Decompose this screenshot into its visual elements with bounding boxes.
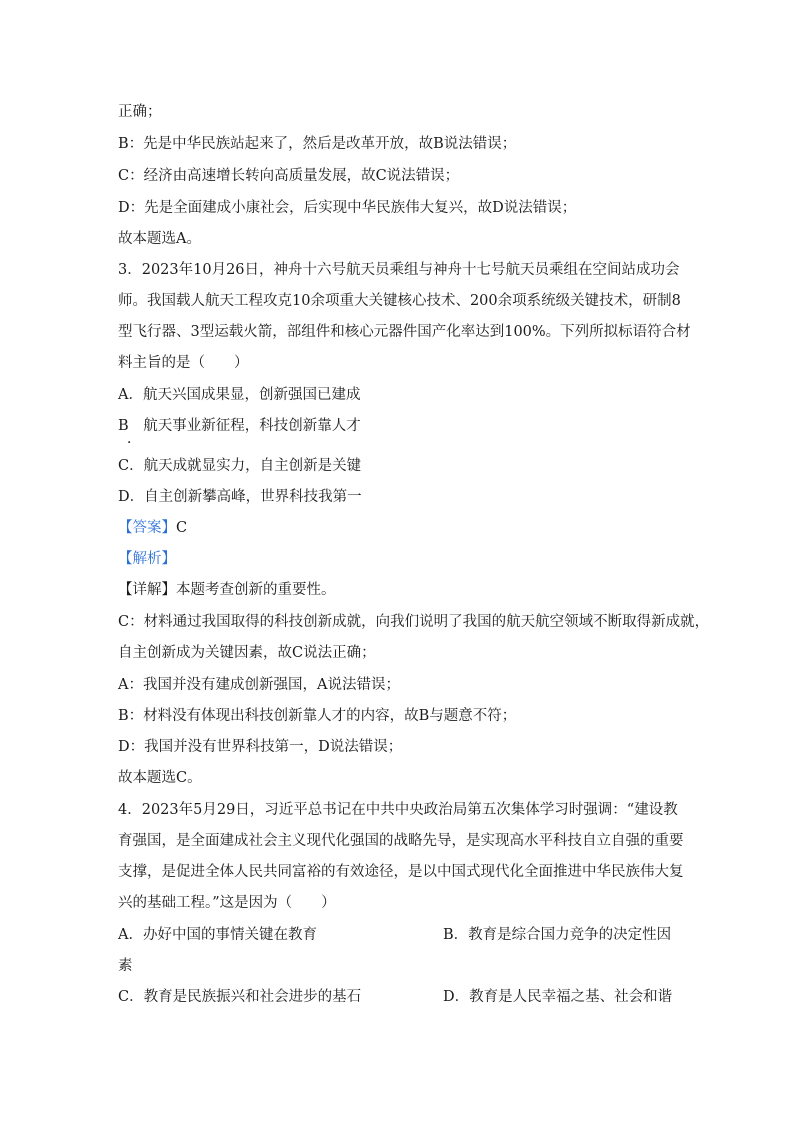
detail-text: 本题考查创新的重要性。 bbox=[176, 582, 336, 598]
prev-tail-line: 正确； bbox=[118, 104, 162, 120]
q3-answer bbox=[118, 518, 187, 538]
q3-stem-line: 料主旨的是（ ） bbox=[118, 355, 249, 371]
q4-stem-line: 支撑，是促进全体人民共同富裕的有效途径，是以中国式现代化全面推进中华民族伟大复 bbox=[118, 864, 684, 880]
q4-option-c: C．教育是民族振兴和社会进步的基石 bbox=[118, 989, 362, 1005]
q3-stem-line: 型飞行器、3型运载火箭，部组件和核心元器件国产化率达到100%。下列所拟标语符合材 bbox=[118, 324, 691, 340]
q3-option-d: D．自主创新攀高峰，世界科技我第一 bbox=[118, 489, 362, 505]
q3-option-b-dot: ． bbox=[127, 431, 141, 447]
q4-option-a: A．办好中国的事情关键在教育 bbox=[118, 927, 317, 943]
q3-option-a: A．航天兴国成果显，创新强国已建成 bbox=[118, 387, 361, 403]
q3-option-b-letter: B bbox=[118, 418, 129, 434]
detail-tag: 【详解】 bbox=[118, 582, 176, 598]
q3-option-c: C．航天成就显实力，自主创新是关键 bbox=[118, 458, 362, 474]
q4-stem-line: 兴的基础工程。”这是因为（ ） bbox=[118, 895, 336, 911]
q3-option-b bbox=[118, 416, 361, 436]
q4-stem-line: 育强国，是全面建成社会主义现代化强国的战略先导，是实现高水平科技自立自强的重要 bbox=[118, 833, 684, 849]
q4-option-b: B．教育是综合国力竞争的决定性因 bbox=[443, 927, 672, 943]
q3-analysis-tag bbox=[118, 549, 176, 569]
q3-detail bbox=[118, 580, 336, 600]
q3-explanation-line: 故本题选C。 bbox=[118, 770, 202, 786]
prev-option-b-explanation: B：先是中华民族站起来了，然后是改革开放，故B说法错误； bbox=[118, 136, 517, 152]
q3-explanation-line: C：材料通过我国取得的科技创新成就，向我们说明了我国的航天航空领域不断取得新成就， bbox=[118, 614, 710, 630]
q4-option-b-wrap: 素 bbox=[118, 958, 133, 974]
q3-explanation-line: 自主创新成为关键因素，故C说法正确； bbox=[118, 645, 376, 661]
prev-option-d-explanation: D：先是全面建成小康社会，后实现中华民族伟大复兴，故D说法错误； bbox=[118, 200, 577, 216]
q3-explanation-line: D：我国并没有世界科技第一，D说法错误； bbox=[118, 739, 403, 755]
q4-option-d: D．教育是人民幸福之基、社会和谐 bbox=[443, 989, 673, 1005]
q3-stem-line: 师。我国载人航天工程攻克10余项重大关键核心技术、200余项系统级关键技术，研制8 bbox=[118, 293, 681, 309]
answer-value: C bbox=[176, 520, 188, 536]
q3-stem-line: 3．2023年10月26日，神舟十六号航天员乘组与神舟十七号航天员乘组在空间站成功会 bbox=[118, 262, 680, 278]
q3-explanation-line: B：材料没有体现出科技创新靠人才的内容，故B与题意不符； bbox=[118, 708, 517, 724]
answer-tag: 【答案】 bbox=[118, 520, 176, 536]
prev-answer-summary: 故本题选A。 bbox=[118, 231, 201, 247]
q3-explanation-line: A：我国并没有建成创新强国，A说法错误； bbox=[118, 677, 400, 693]
q4-stem-line: 4．2023年5月29日，习近平总书记在中共中央政治局第五次集体学习时强调：“建设教 bbox=[118, 802, 678, 818]
prev-option-c-explanation: C：经济由高速增长转向高质量发展，故C说法错误； bbox=[118, 168, 460, 184]
q3-option-b-text: 航天事业新征程，科技创新靠人才 bbox=[143, 418, 361, 434]
analysis-tag: 【解析】 bbox=[118, 551, 176, 567]
